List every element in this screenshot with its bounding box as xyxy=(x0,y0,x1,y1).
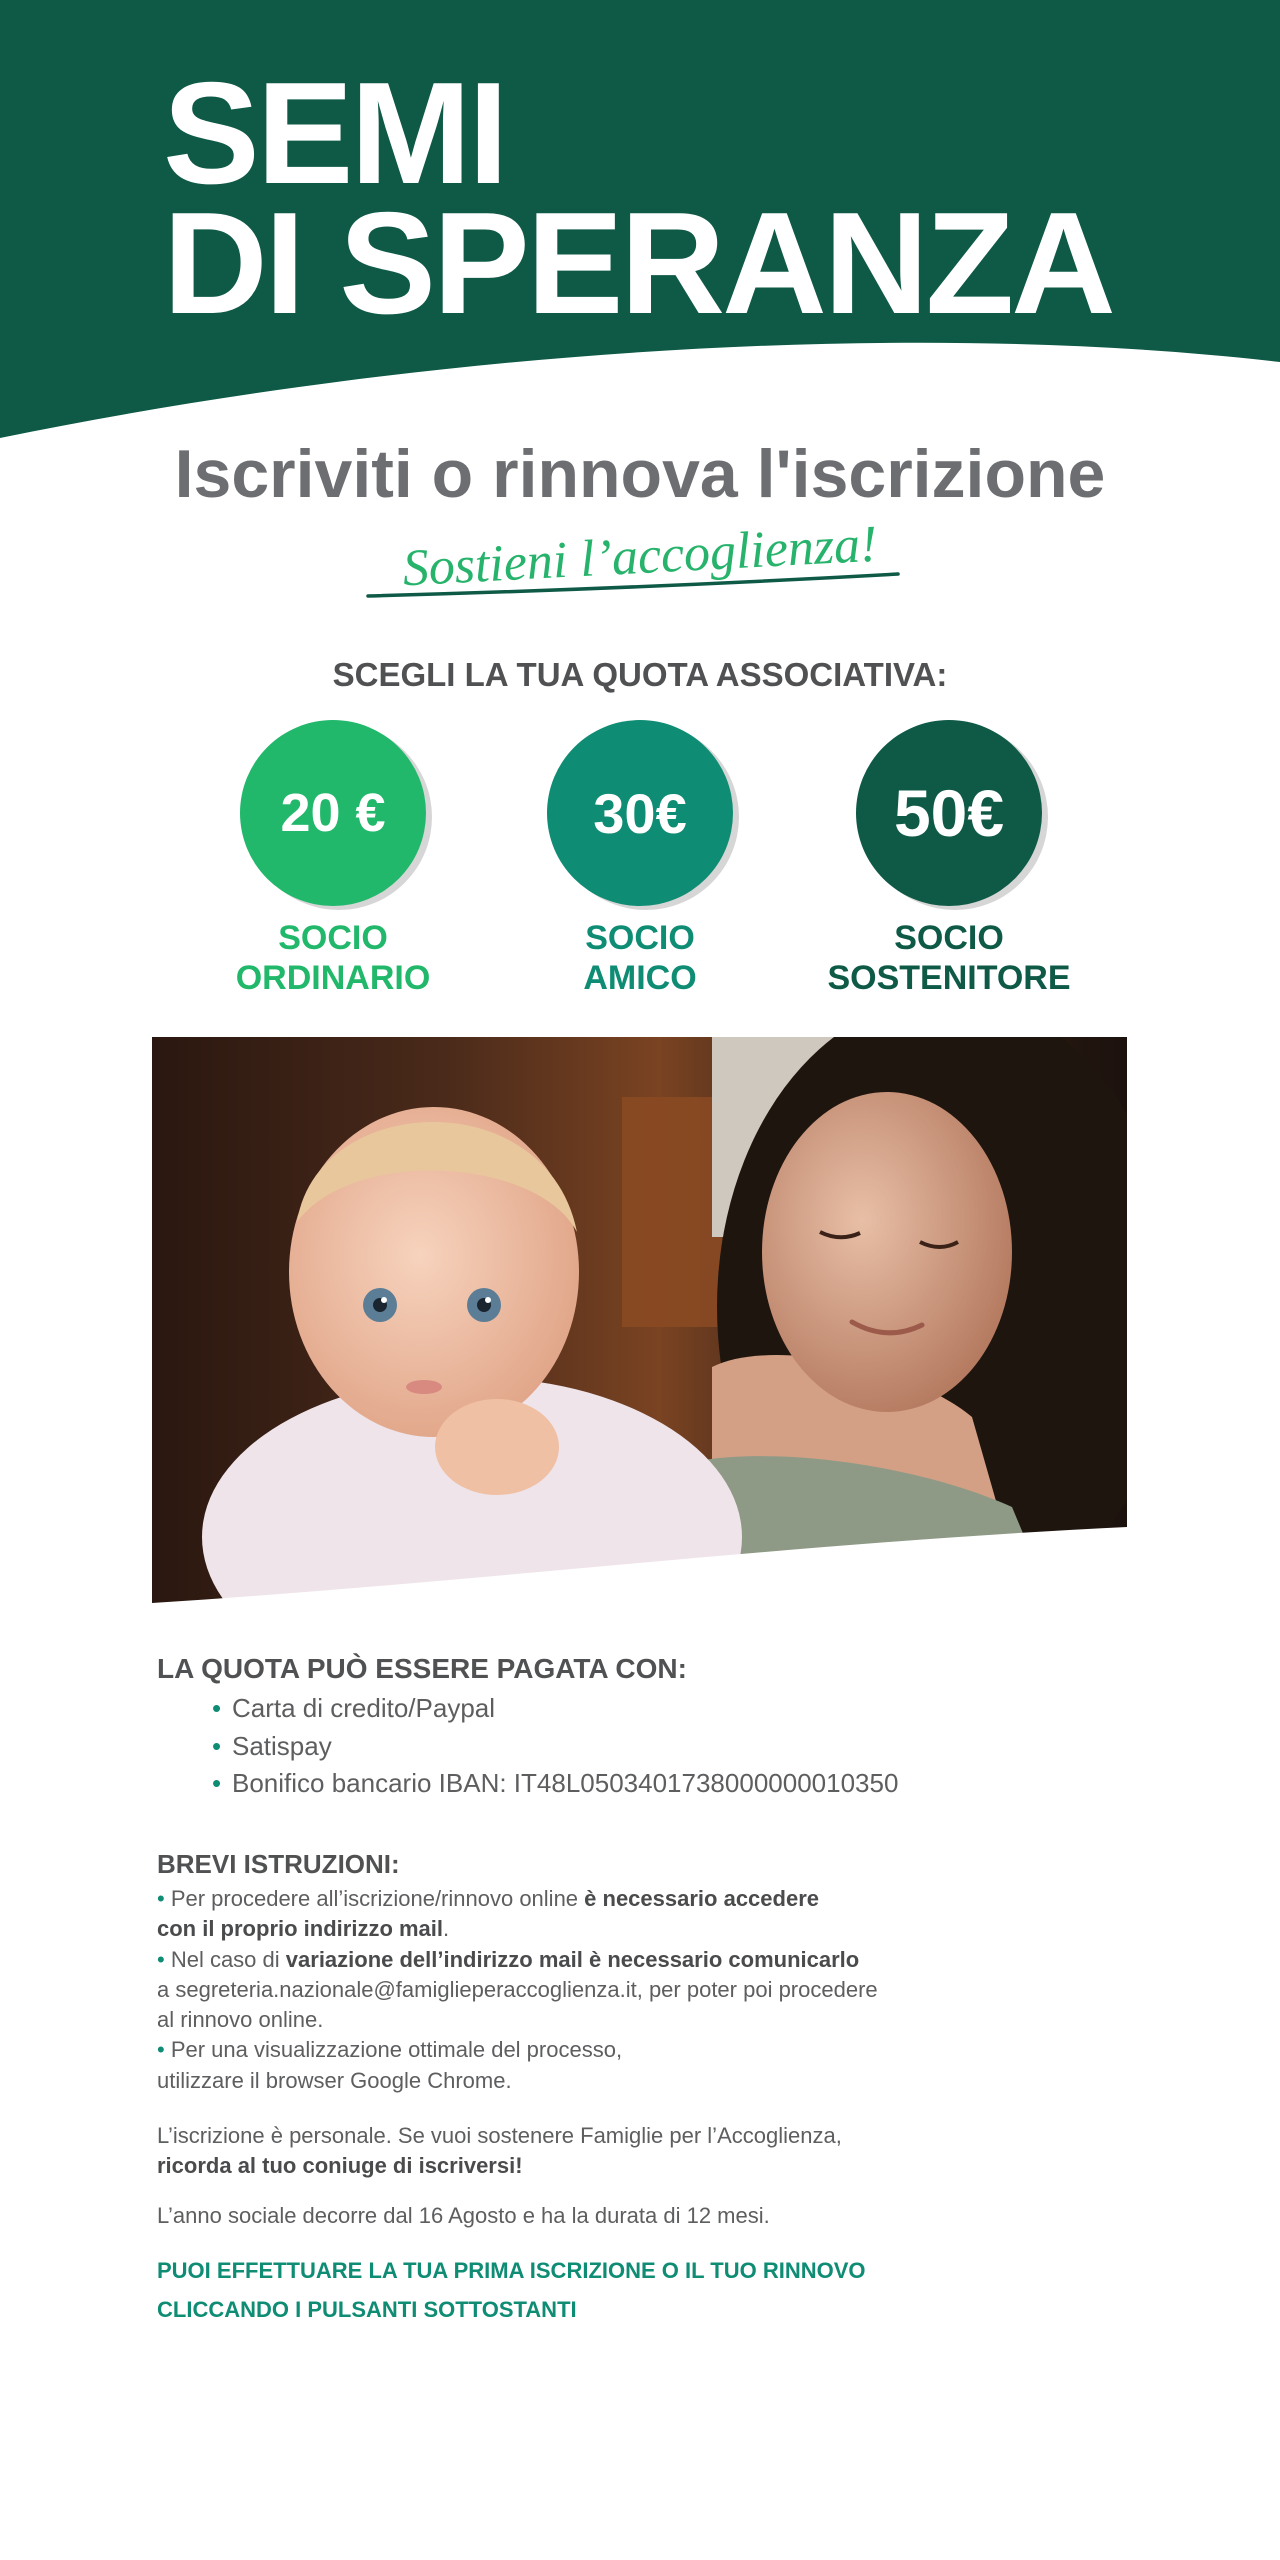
tier-label-line2: ORDINARIO xyxy=(235,959,431,997)
call-to-action xyxy=(157,2251,866,2329)
instruction-text: Per una visualizzazione ottimale del processo, xyxy=(170,2037,623,2063)
tier-ordinario-label xyxy=(173,918,493,998)
tier-label-line1: SOCIO xyxy=(894,919,1004,957)
tier-amico-amount: 30€ xyxy=(593,781,687,845)
tier-sostenitore-circle xyxy=(856,720,1042,906)
instruction-1-line-1 xyxy=(157,1884,878,1914)
membership-heading: SCEGLI LA TUA QUOTA ASSOCIATIVA: xyxy=(332,656,948,693)
instruction-3-line-1 xyxy=(157,2035,878,2065)
intro-heading: Iscriviti o rinnova l'iscrizione xyxy=(174,436,1106,512)
instruction-2-line-2: a segreteria.nazionale@famiglieperaccoglienza.it, per poter poi procedere xyxy=(157,1976,878,2002)
social-year-note: L’anno sociale decorre dal 16 Agosto e ha la durata di 12 mesi. xyxy=(157,2203,770,2228)
tier-sostenitore-label xyxy=(789,918,1109,998)
tier-amico-label xyxy=(480,918,800,998)
tagline-script: Sostieni l’accoglienza! xyxy=(401,515,879,598)
photo-illustration xyxy=(152,1037,1127,1603)
instructions-list xyxy=(157,1884,878,2096)
payment-methods-list xyxy=(212,1690,898,1803)
instruction-bold-text: è necessario accedere xyxy=(584,1886,819,1911)
instruction-2-line-3: al rinnovo online. xyxy=(157,2007,324,2033)
instruction-text: Per procedere all’iscrizione/rinnovo online xyxy=(170,1886,585,1911)
payment-method-bank-transfer: • Bonifico bancario IBAN: IT48L0503401738000000010350 xyxy=(212,1765,898,1803)
tier-sostenitore-amount: 50€ xyxy=(893,776,1005,850)
tagline-underline xyxy=(360,565,910,605)
campaign-title xyxy=(163,52,1113,344)
baby-mouth xyxy=(406,1380,442,1394)
instruction-bold-text: con il proprio indirizzo mail xyxy=(157,1916,444,1942)
tier-amico-circle xyxy=(547,720,733,906)
payment-method-card: • Carta di credito/Paypal xyxy=(212,1690,898,1728)
photo-wood-panel xyxy=(622,1097,722,1327)
payment-heading: LA QUOTA PUÒ ESSERE PAGATA CON: xyxy=(157,1653,687,1684)
cta-line-2: CLICCANDO I PULSANTI SOTTOSTANTI xyxy=(157,2297,577,2322)
tier-ordinario-amount: 20 € xyxy=(280,783,386,843)
instructions-heading: BREVI ISTRUZIONI: xyxy=(157,1849,400,1879)
instruction-bold-text: variazione dell’indirizzo mail è necessario comunicarlo xyxy=(285,1946,860,1972)
tier-ordinario-circle xyxy=(240,720,426,906)
mother-and-baby-photo xyxy=(152,1037,1127,1603)
instruction-text: Nel caso di xyxy=(170,1946,286,1972)
title-line-1: SEMI xyxy=(163,52,506,214)
tier-label-line2: AMICO xyxy=(583,959,697,997)
tier-label-line1: SOCIO xyxy=(585,919,695,957)
title-line-2: DI SPERANZA xyxy=(163,182,1113,344)
note-line-2: ricorda al tuo coniuge di iscriversi! xyxy=(157,2153,523,2178)
payment-method-satispay: • Satispay xyxy=(212,1728,898,1766)
instruction-2-line-1 xyxy=(157,1945,878,1975)
tier-label-line1: SOCIO xyxy=(278,919,388,957)
instruction-3-line-2: utilizzare il browser Google Chrome. xyxy=(157,2067,512,2093)
mother-face xyxy=(762,1092,1012,1412)
tier-label-line2: SOSTENITORE xyxy=(827,959,1071,997)
instruction-1-line-2 xyxy=(157,1914,878,1944)
personal-membership-note xyxy=(157,2121,842,2181)
instruction-text: . xyxy=(443,1916,450,1942)
baby-hands xyxy=(435,1399,559,1495)
note-line-1: L’iscrizione è personale. Se vuoi sostenere Famiglie per l’Accoglienza, xyxy=(157,2123,842,2148)
cta-line-1: PUOI EFFETTUARE LA TUA PRIMA ISCRIZIONE O IL TUO RINNOVO xyxy=(157,2258,866,2283)
